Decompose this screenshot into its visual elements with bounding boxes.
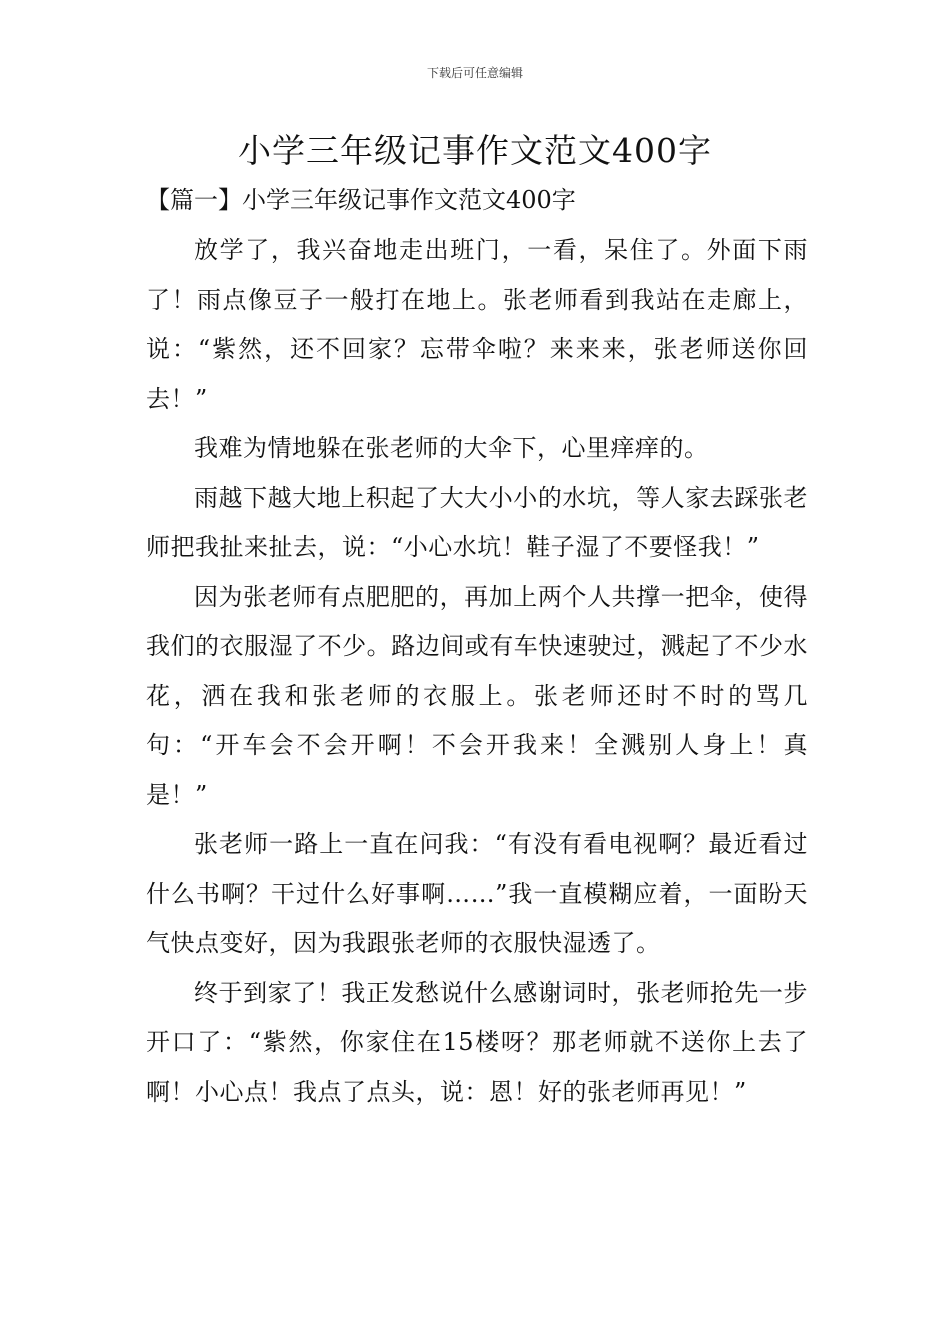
header-note: 下载后可任意编辑: [426, 66, 523, 80]
paragraph: 雨越下越大地上积起了大大小小的水坑，等人家去踩张老师把我扯来扯去，说：“小心水坑！鞋子湿了不要怪我！”: [146, 483, 808, 561]
document-title: 小学三年级记事作文范文400字: [238, 131, 712, 170]
paragraph: 张老师一路上一直在问我：“有没有看电视啊？最近看过什么书啊？干过什么好事啊……”我一直模糊应着，一面盼天气快点变好，因为我跟张老师的衣服快湿透了。: [146, 830, 808, 957]
essay-body: [146, 226, 808, 1117]
paragraph: 我难为情地躲在张老师的大伞下，心里痒痒的。: [194, 434, 709, 462]
paragraph: 终于到家了！我正发愁说什么感谢词时，张老师抢先一步开口了：“紫然，你家住在15楼呀？那老师就不送你上去了啊！小心点！我点了点头，说：恩！好的张老师再见！”: [146, 978, 808, 1106]
paragraph: 因为张老师有点肥肥的，再加上两个人共撑一把伞，使得我们的衣服湿了不少。路边间或有车快速驶过，溅起了不少水花，洒在我和张老师的衣服上。张老师还时不时的骂几句：“开车会不会开啊！不会开我来！全溅别人身上！真是！”: [146, 582, 808, 809]
paragraph: 放学了，我兴奋地走出班门，一看，呆住了。外面下雨了！雨点像豆子一般打在地上。张老师看到我站在走廊上，说：“紫然，还不回家？忘带伞啦？来来来，张老师送你回去！”: [146, 236, 808, 413]
section-heading: 【篇一】小学三年级记事作文范文400字: [146, 186, 576, 214]
